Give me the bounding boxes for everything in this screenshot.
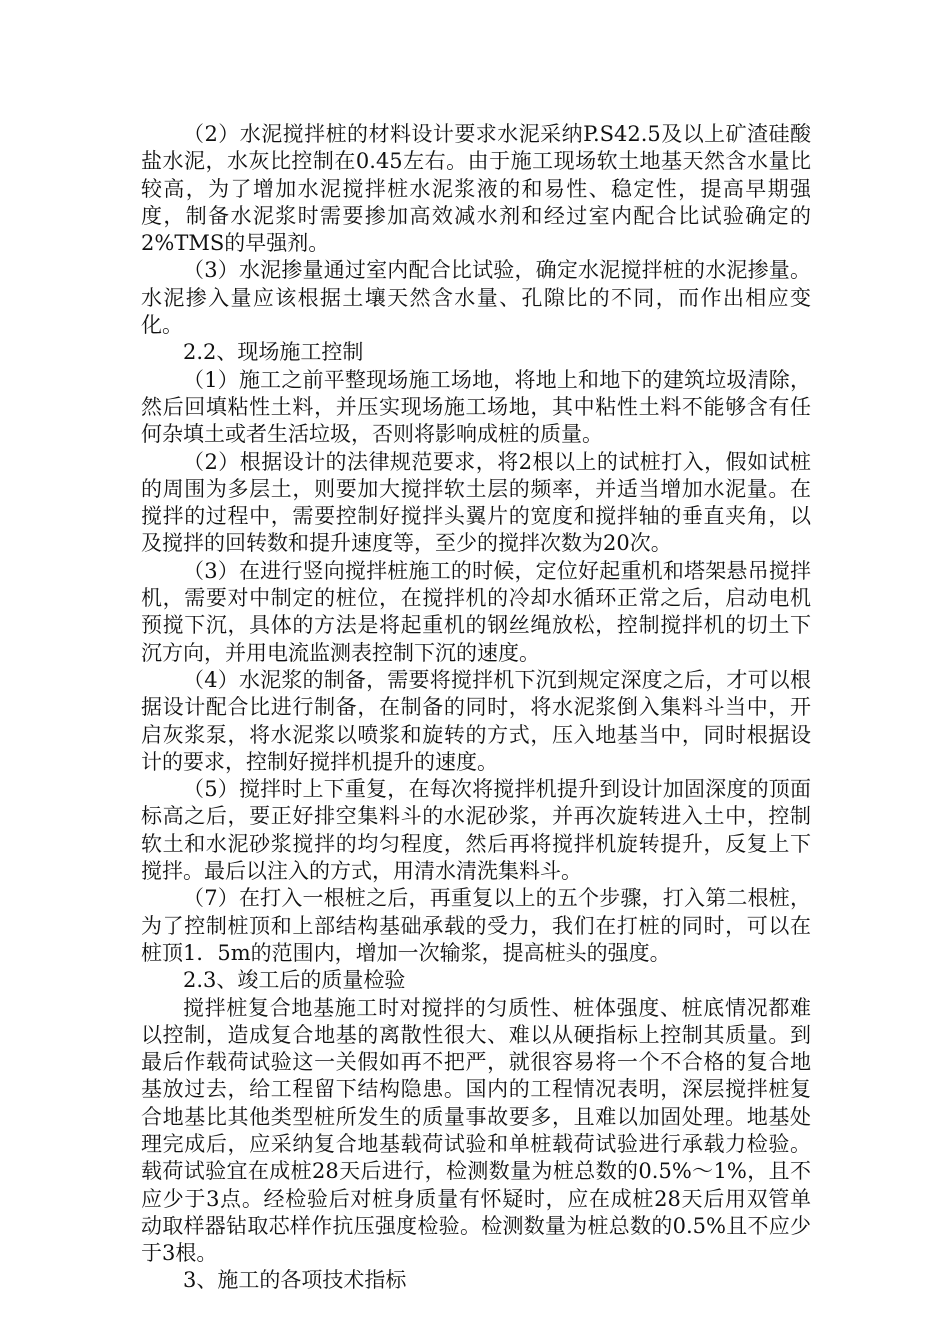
paragraph-slurry-preparation: （4）水泥浆的制备，需要将搅拌机下沉到规定深度之后，才可以根据设计配合比进行制备，在制备的同时，将水泥浆倒入集料斗当中，开启灰浆泵，将水泥浆以喷浆和旋转的方式，压入地基当中，同时根据设计的要求，控制好搅拌机提升的速度。 xyxy=(141,667,811,774)
paragraph-site-leveling: （1）施工之前平整现场施工场地，将地上和地下的建筑垃圾清除，然后回填粘性土料，并压实现场施工场地，其中粘性土料不能够含有任何杂填土或者生活垃圾，否则将影响成桩的质量。 xyxy=(141,367,811,447)
section-heading-quality-inspection: 2.3、竣工后的质量检验 xyxy=(183,968,406,993)
section-heading-technical-indicators: 3、施工的各项技术指标 xyxy=(183,1268,407,1293)
section-heading-site-control: 2.2、现场施工控制 xyxy=(183,340,364,365)
document-body xyxy=(141,121,811,1295)
paragraph-repeat-mixing: （5）搅拌时上下重复，在每次将搅拌机提升到设计加固深度的顶面标高之后，要正好排空集料斗的水泥砂浆，并再次旋转进入土中，控制软土和水泥砂浆搅拌的均匀程度，然后再将搅拌机旋转提升，反复上下搅拌。最后以注入的方式，用清水清洗集料斗。 xyxy=(141,777,811,884)
paragraph-test-piles: （2）根据设计的法律规范要求，将2根以上的试桩打入，假如试桩的周围为多层土，则要加大搅拌软土层的频率，并适当增加水泥量。在搅拌的过程中，需要控制好搅拌头翼片的宽度和搅拌轴的垂直夹角，以及搅拌的回转数和提升速度等，至少的搅拌次数为20次。 xyxy=(141,449,811,556)
paragraph-cement-dosage: （3）水泥掺量通过室内配合比试验，确定水泥搅拌桩的水泥掺量。水泥掺入量应该根据土壤天然含水量、孔隙比的不同，而作出相应变化。 xyxy=(141,258,811,338)
paragraph-next-pile: （7）在打入一根桩之后，再重复以上的五个步骤，打入第二根桩，为了控制桩顶和上部结构基础承载的受力，我们在打桩的同时，可以在桩顶1．5m的范围内，增加一次输浆，提高桩头的强度。 xyxy=(141,886,811,965)
paragraph-vertical-mixing: （3）在进行竖向搅拌桩施工的时候，定位好起重机和塔架悬吊搅拌机，需要对中制定的桩位，在搅拌机的冷却水循环正常之后，启动电机预搅下沉，具体的方法是将起重机的钢丝绳放松，控制搅拌机的切土下沉方向，并用电流监测表控制下沉的速度。 xyxy=(141,558,811,665)
paragraph-material-design: （2）水泥搅拌桩的材料设计要求水泥采纳P.S42.5及以上矿渣硅酸盐水泥，水灰比控制在0.45左右。由于施工现场软土地基天然含水量比较高，为了增加水泥搅拌桩水泥浆液的和易性、稳定性，提高早期强度，制备水泥浆时需要掺加高效减水剂和经过室内配合比试验确定的2%TMS的早强剂。 xyxy=(141,122,811,256)
paragraph-quality-inspection: 搅拌桩复合地基施工时对搅拌的匀质性、桩体强度、桩底情况都难以控制，造成复合地基的离散性很大、难以从硬指标上控制其质量。到最后作载荷试验这一关假如再不把严，就很容易将一个不合格的复合地基放过去，给工程留下结构隐患。国内的工程情况表明，深层搅拌桩复合地基比其他类型桩所发生的质量事故要多，且难以加固处理。地基处理完成后，应采纳复合地基载荷试验和单桩载荷试验进行承载力检验。载荷试验宜在成桩28天后进行，检测数量为桩总数的0.5%～1%，且不应少于3点。经检验后对桩身质量有怀疑时，应在成桩28天后用双管单动取样器钻取芯样作抗压强度检验。检测数量为桩总数的0.5%且不应少于3根。 xyxy=(141,995,811,1266)
